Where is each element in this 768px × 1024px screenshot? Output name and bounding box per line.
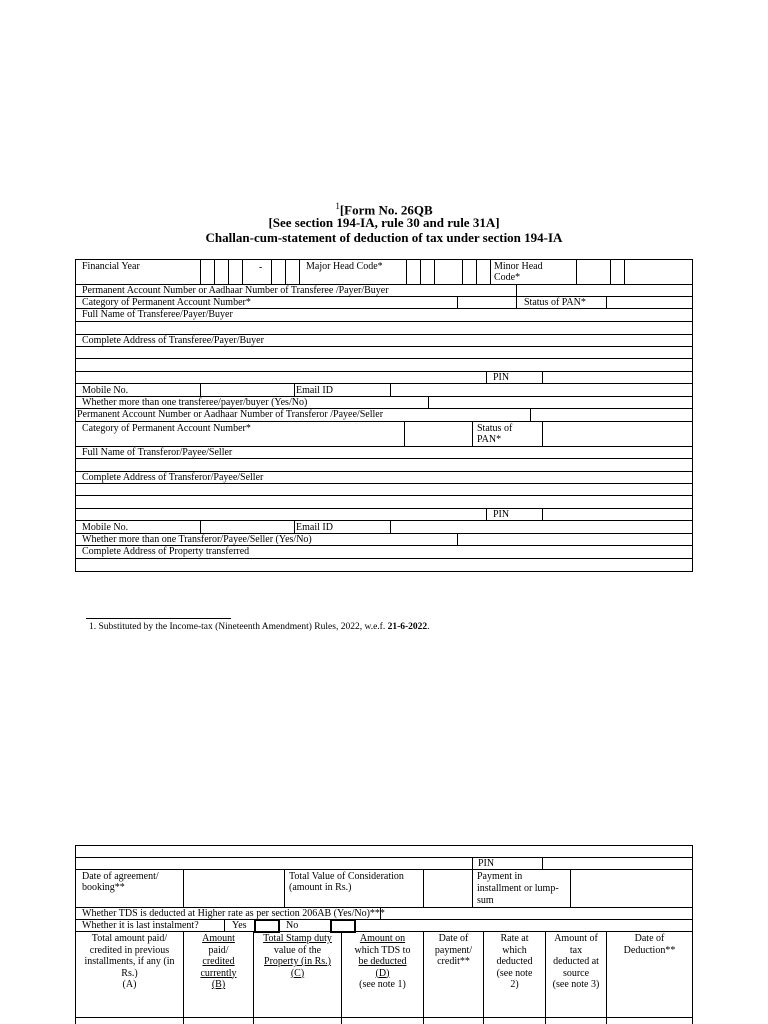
agreement-date-label: Date of agreement/ [82,871,159,882]
col-c-line: (C) [290,967,305,979]
seller-multiple-label: Whether more than one Transferor/Payee/Seller (Yes/No) [82,534,312,545]
payment-type-label: Payment in [477,871,523,882]
col-d-line: Amount on [359,933,406,944]
footnote-text: 1. Substituted by the Income-tax (Nineteenth Amendment) Rules, 2022, w.e.f. [89,622,388,632]
seller-email-label: Email ID [296,522,333,533]
title-superscript: 1 [335,201,340,211]
col-c-header [254,933,341,979]
col-f-line: Rate at [500,933,529,944]
footnote [89,622,430,633]
col-h-header [607,933,692,956]
col-c-line: Property (in Rs.) [264,956,331,967]
col-g-line: Amount of [554,933,598,944]
payment-type-label-3: sum [477,895,494,906]
form-caption: Challan-cum-statement of deduction of tax under section 194-IA [205,230,563,245]
col-a-line: (A) [122,979,137,990]
year-dash: - [259,262,263,273]
seller-address-label: Complete Address of Transferor/Payee/Seller [82,472,264,483]
property-address-label: Complete Address of Property transferred [82,546,250,557]
col-e-line: Date of [438,933,469,944]
buyer-full-name-label: Full Name of Transferee/Payer/Buyer [82,309,233,320]
buyer-pan-category-label: Category of Permanent Account Number* [82,297,251,308]
col-h-line: Date of [634,933,665,944]
higher-rate-label: Whether TDS is deducted at Higher rate as per section 206AB (Yes/No)*** [82,908,385,919]
col-a-line: installments, if any (in [84,956,175,967]
seller-status-pan-label-2: PAN* [477,434,502,445]
col-f-line: (see note [496,967,533,979]
financial-year-label: Financial Year [82,261,140,272]
col-b-line: (B) [211,979,226,990]
minor-head-label-2: Code* [494,272,521,283]
agreement-date-label-2: booking** [82,882,125,893]
yes-checkbox[interactable] [254,919,280,933]
col-b-line: currently [200,967,237,979]
col-f-header [484,933,545,991]
col-e-header [424,933,483,968]
seller-full-name-label: Full Name of Transferor/Payee/Seller [82,447,233,458]
property-pin-label: PIN [478,858,495,869]
form-number: [Form No. 26QB [339,202,433,218]
major-head-label: Major Head Code* [306,261,383,272]
seller-pan-label: Permanent Account Number or Aadhaar Number of Transferor /Payee/Seller [77,409,384,420]
footnote-date: 21-6-2022 [387,622,428,632]
seller-status-pan-label: Status of [477,423,513,434]
col-d-line: which TDS to [354,944,411,956]
buyer-email-label: Email ID [296,385,333,396]
col-c-line: Total Stamp duty [263,933,332,944]
col-b-line: paid/ [208,944,229,956]
col-c-line: value of the [273,944,322,956]
col-d-line: (see note 1) [359,979,406,990]
form-subtitle: [See section 194-IA, rule 30 and rule 31A] [268,215,500,230]
col-e-line: credit** [437,956,470,967]
col-a-line: Total amount paid/ [91,933,168,944]
no-checkbox[interactable] [330,919,356,933]
col-b-header [184,933,253,991]
last-instalment-label: Whether it is last instalment? [82,920,199,931]
col-a-line: Rs.) [121,967,138,979]
buyer-mobile-label: Mobile No. [82,385,129,396]
buyer-pin-label: PIN [493,372,510,383]
footnote-period: . [427,622,430,632]
col-d-line: be deducted [358,956,407,967]
col-a-line: credited in previous [89,944,170,956]
payment-type-label-2: installment or lump- [477,883,559,894]
col-a-header [76,933,183,991]
col-d-header [342,933,423,991]
total-value-label-2: (amount in Rs.) [289,882,352,893]
buyer-multiple-label: Whether more than one transferee/payer/buyer (Yes/No) [82,397,308,408]
buyer-address-label: Complete Address of Transferee/Payer/Buyer [82,335,264,346]
seller-pan-category-label: Category of Permanent Account Number* [82,423,251,434]
col-f-line: deducted [496,956,533,967]
col-d-line: (D) [375,967,390,979]
col-g-line: tax [569,944,583,956]
col-g-line: deducted at [553,956,599,967]
col-f-line: 2) [510,979,519,990]
seller-mobile-label: Mobile No. [82,522,129,533]
col-b-line: credited [202,956,235,967]
col-b-line: Amount [202,933,235,944]
col-g-header [546,933,606,991]
col-g-line: (see note 3) [552,979,600,990]
yes-label: Yes [232,920,247,931]
footnote-rule [86,618,231,619]
buyer-pan-label: Permanent Account Number or Aadhaar Number of Transferee /Payer/Buyer [82,285,389,296]
no-label: No [286,920,299,931]
buyer-status-pan-label: Status of PAN* [524,297,586,308]
total-value-label: Total Value of Consideration [289,871,404,882]
col-f-line: which [502,944,527,956]
col-e-line: payment/ [434,944,473,956]
col-g-line: source [562,967,590,979]
minor-head-label: Minor Head [494,261,543,272]
col-h-line: Deduction** [623,944,676,956]
seller-pin-label: PIN [493,509,510,520]
